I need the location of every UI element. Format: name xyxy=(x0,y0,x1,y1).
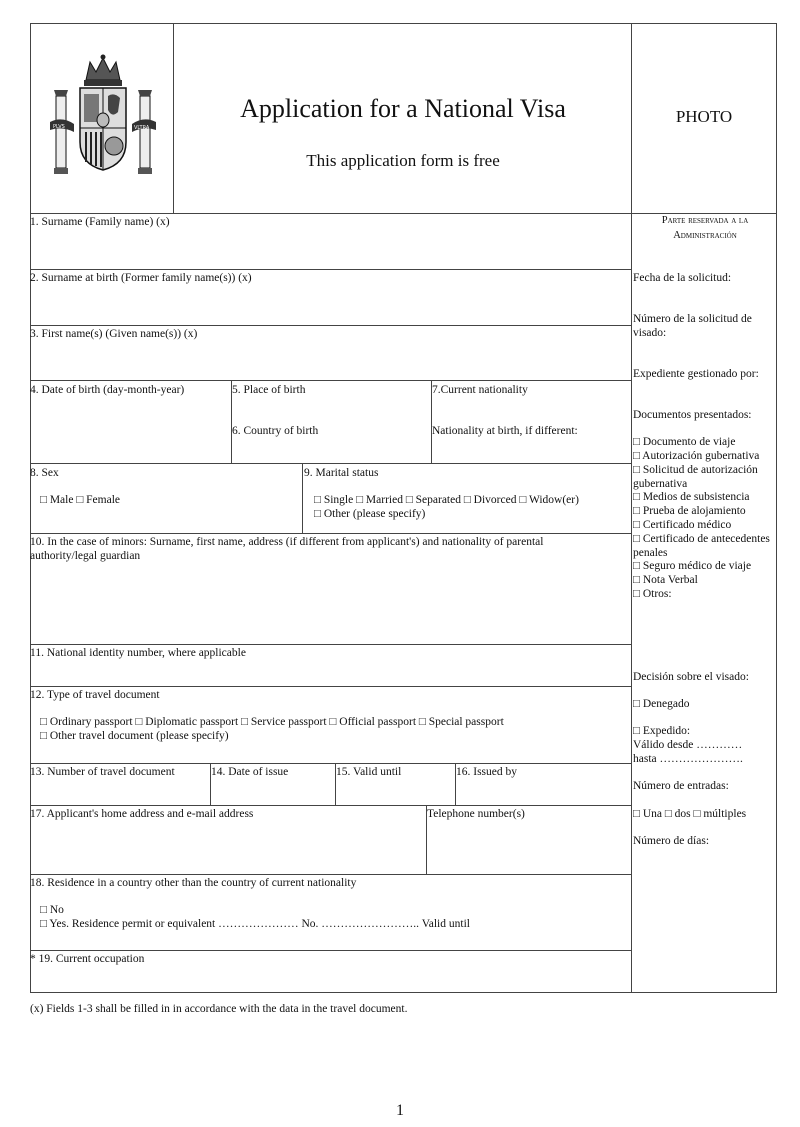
admin-doc-item[interactable]: □ Certificado de antecedentes penales xyxy=(633,533,770,559)
admin-entradas-label: Número de entradas: xyxy=(633,780,729,792)
form-subtitle: This application form is free xyxy=(306,151,500,170)
date-of-birth-input-area[interactable] xyxy=(31,398,230,462)
telephone-field-label: Telephone number(s) xyxy=(427,808,525,820)
page-number: 1 xyxy=(396,1102,404,1119)
admin-numero-label: Número de la solicitud de visado: xyxy=(633,313,752,339)
coat-of-arms-image xyxy=(48,52,158,182)
first-names-field-label: 3. First name(s) (Given name(s)) (x) xyxy=(30,328,198,340)
issued-by-field-label: 16. Issued by xyxy=(456,766,518,778)
place-of-birth-field-label: 5. Place of birth xyxy=(232,384,306,396)
admin-doc-item[interactable]: □ Medios de subsistencia xyxy=(633,491,750,503)
admin-denegado-option[interactable]: □ Denegado xyxy=(633,698,690,710)
admin-valido-desde: Válido desde ………… xyxy=(633,739,743,751)
travel-document-type-field-label: 12. Type of travel document xyxy=(30,689,160,701)
admin-doc-item[interactable]: □ Solicitud de autorización gubernativa xyxy=(633,464,758,490)
marital-status-field-label: 9. Marital status xyxy=(304,467,379,479)
surname-at-birth-field-label: 2. Surname at birth (Former family name(s)) (x) xyxy=(30,272,252,284)
current-nationality-field-label: 7.Current nationality xyxy=(432,384,528,396)
travel-document-number-field-label: 13. Number of travel document xyxy=(30,766,175,778)
footnote: (x) Fields 1-3 shall be filled in in accordance with the data in the travel document. xyxy=(30,1003,408,1015)
travel-document-other-option[interactable]: □ Other travel document (please specify) xyxy=(40,730,229,742)
date-of-issue-field-label: 14. Date of issue xyxy=(211,766,289,778)
first-names-input-area[interactable] xyxy=(31,342,631,379)
surname-field-label: 1. Surname (Family name) (x) xyxy=(30,216,170,228)
surname-input-area[interactable] xyxy=(31,230,631,268)
nationality-at-birth-field-label: Nationality at birth, if different: xyxy=(432,425,578,437)
svg-text:PLVS: PLVS xyxy=(53,124,65,130)
national-id-field-label: 11. National identity number, where applicable xyxy=(30,647,246,659)
photo-box-label: PHOTO xyxy=(675,107,733,126)
current-occupation-input-area[interactable] xyxy=(31,967,631,991)
date-of-birth-field-label: 4. Date of birth (day-month-year) xyxy=(30,384,185,396)
home-address-field-label: 17. Applicant's home address and e-mail address xyxy=(30,808,254,820)
admin-doc-item[interactable]: □ Nota Verbal xyxy=(633,574,698,586)
admin-doc-item[interactable]: □ Otros: xyxy=(633,588,672,600)
surname-at-birth-input-area[interactable] xyxy=(31,286,631,324)
admin-doc-item[interactable]: □ Certificado médico xyxy=(633,519,732,531)
admin-dias-label: Número de días: xyxy=(633,835,710,847)
marital-status-other-option[interactable]: □ Other (please specify) xyxy=(314,508,426,520)
sex-field-label: 8. Sex xyxy=(30,467,59,479)
admin-doc-item[interactable]: □ Documento de viaje xyxy=(633,436,736,448)
residence-yes-option[interactable]: □ Yes. Residence permit or equivalent ………………… No. …………………….. Valid until xyxy=(40,918,470,930)
valid-until-field-label: 15. Valid until xyxy=(336,766,402,778)
residence-no-option[interactable]: □ No xyxy=(40,904,64,916)
current-occupation-field-label: * 19. Current occupation xyxy=(30,953,145,965)
admin-fecha-label: Fecha de la solicitud: xyxy=(633,272,732,284)
sex-options[interactable]: □ Male □ Female xyxy=(40,494,120,506)
admin-decision-label: Decisión sobre el visado: xyxy=(633,671,749,683)
residence-field-label: 18. Residence in a country other than the country of current nationality xyxy=(30,877,357,889)
country-of-birth-field-label: 6. Country of birth xyxy=(232,425,319,437)
admin-hasta: hasta …………………. xyxy=(633,753,743,765)
minors-guardian-field-label: 10. In the case of minors: Surname, first name, address (if different from applicant's) and nationality of parental authority/legal guardian xyxy=(30,536,544,562)
admin-documentos-label: Documentos presentados: xyxy=(633,409,752,421)
admin-doc-item[interactable]: □ Autorización gubernativa xyxy=(633,450,760,462)
admin-doc-item[interactable]: □ Prueba de alojamiento xyxy=(633,505,746,517)
travel-document-type-options[interactable]: □ Ordinary passport □ Diplomatic passport □ Service passport □ Official passport □ Special passport xyxy=(40,716,504,728)
admin-reserved-heading-line1: Parte reservada a la xyxy=(661,215,749,226)
minors-guardian-input-area[interactable] xyxy=(31,566,631,643)
admin-entradas-options[interactable]: □ Una □ dos □ múltiples xyxy=(633,808,747,820)
marital-status-options[interactable]: □ Single □ Married □ Separated □ Divorced □ Widow(er) xyxy=(314,494,579,506)
admin-expedido-option[interactable]: □ Expedido: xyxy=(633,725,691,737)
svg-text:VLTRA: VLTRA xyxy=(134,125,150,131)
page-title: Application for a National Visa xyxy=(240,94,566,123)
admin-reserved-heading-line2: Administración xyxy=(673,230,737,241)
admin-expediente-label: Expediente gestionado por: xyxy=(633,368,759,380)
admin-doc-item[interactable]: □ Seguro médico de viaje xyxy=(633,560,752,572)
